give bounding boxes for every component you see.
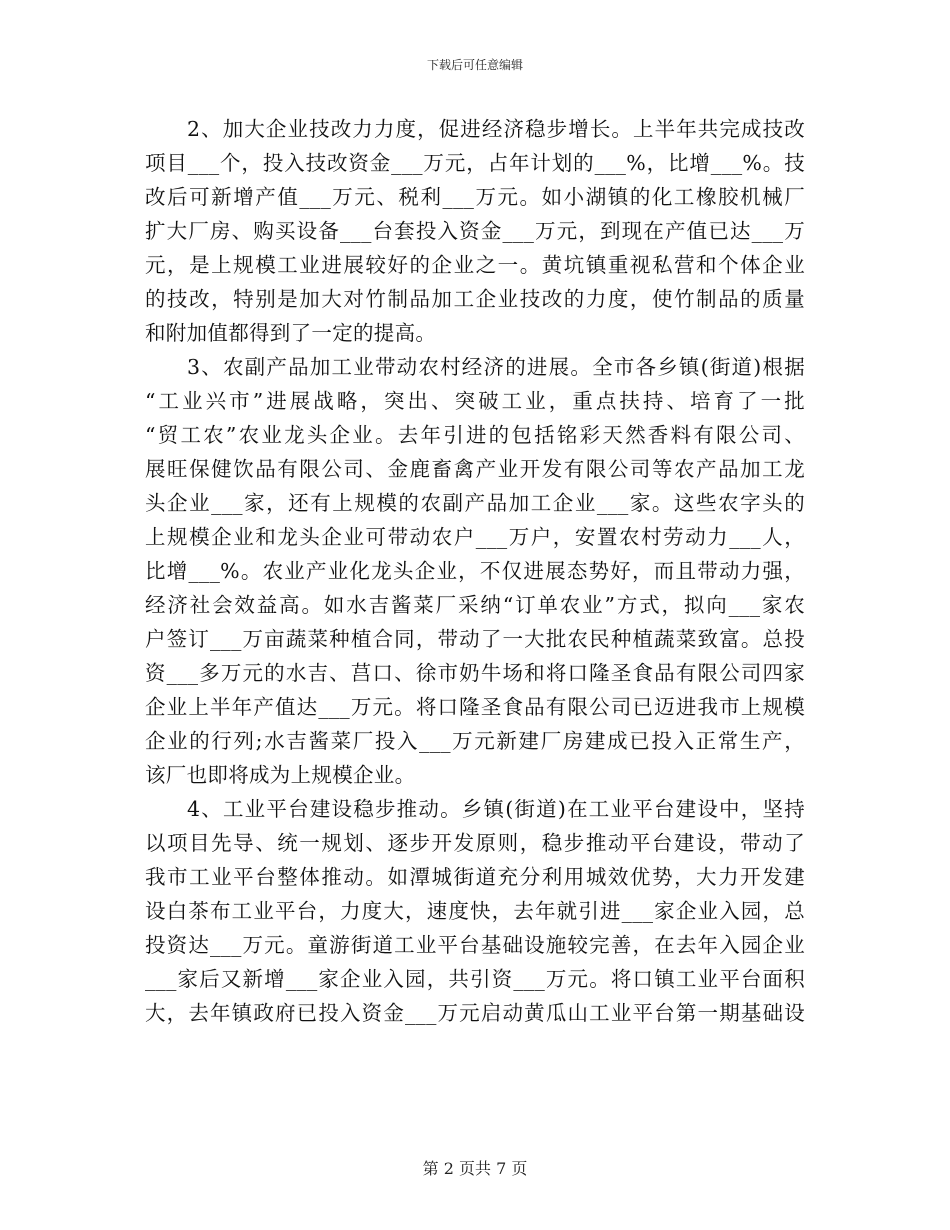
text-line: 3、农副产品加工业带动农村经济的进展。全市各乡镇(街道)根据 [187,355,805,379]
page-number-footer: 第 2 页共 7 页 [422,1159,528,1178]
page-header: 下载后可任意编辑 [426,58,523,72]
text-line: 2、加大企业技改力力度，促进经济稳步增长。上半年共完成技改 [187,117,805,141]
text-line: 该厂也即将成为上规模企业。 [145,763,416,787]
text-line: 的技改，特别是加大对竹制品加工企业技改的力度，使竹制品的质量 [145,287,805,311]
text-line: 4、工业平台建设稳步推动。乡镇(街道)在工业平台建设中，坚持 [187,797,805,821]
text-line: 展旺保健饮品有限公司、金鹿畜禽产业开发有限公司等农产品加工龙 [145,457,805,481]
text-line: 改后可新增产值___万元、税利___万元。如小湖镇的化工橡胶机械厂 [145,185,805,209]
text-line: 资___多万元的水吉、莒口、徐市奶牛场和将口隆圣食品有限公司四家 [145,661,805,685]
paragraph-industrial-platform [145,792,805,1030]
paragraph-agricultural-processing [145,350,805,792]
text-line: 企业上半年产值达___万元。将口隆圣食品有限公司已迈进我市上规模 [145,695,805,719]
text-line: 以项目先导、统一规划、逐步开发原则，稳步推动平台建设，带动了 [145,831,805,855]
text-line: 大，去年镇政府已投入资金___万元启动黄瓜山工业平台第一期基础设 [145,1001,805,1025]
text-line: 头企业___家，还有上规模的农副产品加工企业___家。这些农字头的 [145,491,805,515]
text-line: 比增___%。农业产业化龙头企业，不仅进展态势好，而且带动力强， [145,559,805,583]
text-line: 扩大厂房、购买设备___台套投入资金___万元，到现在产值已达___万 [145,219,805,243]
text-line: 元，是上规模工业进展较好的企业之一。黄坑镇重视私营和个体企业 [145,253,805,277]
document-body [145,112,805,1030]
text-line: 设白茶布工业平台，力度大，速度快，去年就引进___家企业入园，总 [145,899,805,923]
text-line: 企业的行列;水吉酱菜厂投入___万元新建厂房建成已投入正常生产， [145,729,805,753]
text-line: ___家后又新增___家企业入园，共引资___万元。将口镇工业平台面积 [145,967,805,991]
text-line: “贸工农”农业龙头企业。去年引进的包括铭彩天然香料有限公司、 [145,423,805,447]
paragraph-technical-upgrade [145,112,805,350]
text-line: 我市工业平台整体推动。如潭城街道充分利用城效优势，大力开发建 [145,865,805,889]
text-line: 投资达___万元。童游街道工业平台基础设施较完善，在去年入园企业 [145,933,805,957]
text-line: “工业兴市”进展战略，突出、突破工业，重点扶持、培育了一批 [145,389,805,413]
text-line: 和附加值都得到了一定的提高。 [145,321,437,345]
text-line: 上规模企业和龙头企业可带动农户___万户，安置农村劳动力___人， [145,525,805,549]
text-line: 户签订___万亩蔬菜种植合同，带动了一大批农民种植蔬菜致富。总投 [145,627,805,651]
text-line: 项目___个，投入技改资金___万元，占年计划的___%，比增___%。技 [145,151,805,175]
text-line: 经济社会效益高。如水吉酱菜厂采纳“订单农业”方式，拟向___家农 [145,593,805,617]
